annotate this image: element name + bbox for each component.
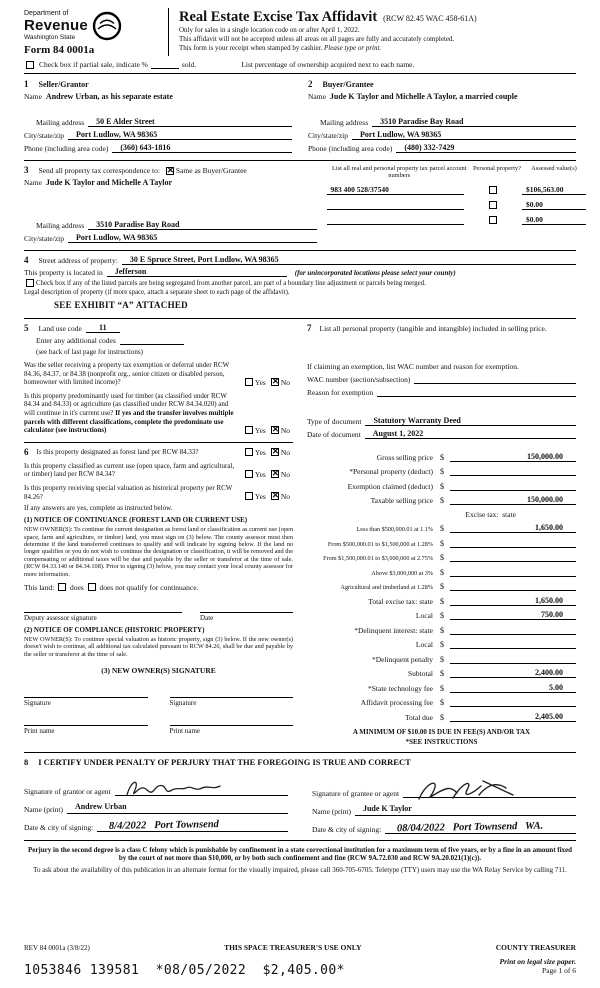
- additional-codes-field[interactable]: [120, 337, 184, 345]
- page-title: Real Estate Excise Tax Affidavit: [179, 9, 378, 25]
- current-use-no-checkbox[interactable]: [271, 470, 279, 478]
- section-2-number: 2: [308, 79, 313, 89]
- section-4-number: 4: [24, 255, 29, 265]
- new-owner-signature-field-1[interactable]: [24, 689, 148, 698]
- section-3-number: 3: [24, 165, 29, 175]
- parcel-personal-checkbox[interactable]: [489, 186, 497, 194]
- subtotal-field[interactable]: 2,400.00: [450, 668, 576, 678]
- parcel-table: [327, 165, 586, 243]
- personal-property-label: List all personal property (tangible and intangible) included in selling price.: [319, 324, 547, 333]
- section-7-tax: [307, 323, 576, 746]
- q2-yesno: Yes ✕ No: [243, 426, 293, 435]
- doc-date-label: Date of document: [307, 430, 361, 439]
- buyer-mailing-value[interactable]: 3510 Paradise Bay Road: [372, 117, 576, 127]
- money-row-subtotal: Subtotal $ 2,400.00: [307, 668, 576, 678]
- partial-sale-row: [24, 56, 576, 74]
- grantee-signature-label: Signature of grantee or agent: [312, 788, 400, 798]
- money-row-total-due: Total due $ 2,405.00: [307, 712, 576, 722]
- money-row-exemption-deduct: Exemption claimed (deduct) $: [307, 481, 576, 491]
- q2-yes-checkbox[interactable]: [245, 426, 253, 434]
- forest-land-question: Is this property designated as forest land per RCW 84.33?: [36, 448, 199, 457]
- seller-name-label: Name: [24, 92, 42, 101]
- grantee-signature-field[interactable]: [403, 777, 576, 798]
- parcel-number-field[interactable]: [327, 200, 464, 210]
- parcel-col-header-personal: Personal property?: [472, 165, 522, 172]
- partial-sale-checkbox[interactable]: [26, 61, 34, 69]
- dor-logo-icon: [92, 11, 122, 41]
- correspondence-label: Send all property tax correspondence to:: [38, 166, 160, 175]
- grantor-print-name-value[interactable]: Andrew Urban: [67, 802, 288, 814]
- partial-sale-label: Check box if partial sale, indicate %: [39, 60, 148, 69]
- parcel-assessed-value[interactable]: $106,563.00: [522, 185, 586, 195]
- money-row-gross: Gross selling price $ 150,000.00: [307, 452, 576, 462]
- rcw-reference: (RCW 82.45 WAC 458-61A): [383, 14, 477, 23]
- parcel-number-field[interactable]: 983 400 528/37540: [327, 185, 464, 195]
- reason-exemption-label: Reason for exemption: [307, 388, 374, 397]
- doc-date-value[interactable]: August 1, 2022: [365, 429, 576, 439]
- money-row-agricultural: Agricultural and timberland at 1.28% $: [307, 581, 576, 591]
- seller-mailing-label: Mailing address: [36, 118, 85, 127]
- agricultural-field[interactable]: [450, 581, 576, 591]
- parcel-personal-checkbox[interactable]: [489, 216, 497, 224]
- parcel-col-header-assessed: Assessed value(s): [531, 165, 577, 172]
- exemption-claim-label: If claiming an exemption, list WAC number and reason for exemption.: [307, 362, 519, 371]
- money-row-taxable: Taxable selling price $ 150,000.00: [307, 495, 576, 505]
- correspondence-name-value[interactable]: Jude K Taylor and Michelle A Taylor: [45, 178, 173, 187]
- money-row-rate-2: From $500,000.01 to $1,500,000 at 1.28% $: [307, 538, 576, 548]
- section-8-certification: [24, 753, 576, 841]
- parcel-row: [327, 185, 586, 195]
- grantor-signature-label: Signature of grantor or agent: [24, 786, 111, 796]
- historical-no-checkbox[interactable]: [271, 492, 279, 500]
- land-use-code-value[interactable]: 11: [86, 323, 120, 333]
- money-row-total-state: Total excise tax: state $ 1,650.00: [307, 596, 576, 606]
- notice-compliance-body: NEW OWNER(S): To continue special valuation as historic property, sign (3) below. If the new owner(s) doesn't wish to continue, all additional tax calculated pursuant to RCW 84.26, shall be due and payable by the seller or transferor at the time of sale.: [24, 635, 293, 658]
- partial-sale-percent-field[interactable]: [151, 61, 179, 69]
- seller-name-value[interactable]: Andrew Urban, as his separate estate: [45, 92, 173, 101]
- rev-number: REV 84 0001a (3/8/22): [24, 944, 90, 952]
- grantee-print-name-value[interactable]: Jude K Taylor: [355, 804, 576, 816]
- section-3-correspondence: [24, 165, 317, 243]
- q1-yes-checkbox[interactable]: [245, 378, 253, 386]
- perjury-body: is a class C felony which is punishable by confinement in a state correctional institution for a maximum term of five years, or by a fine in an amount fixed by the court of not more than $10,000, or by both such confinement and fine (RCW 9A.72.030 and RCW 9A.20.021(1)(c)).: [113, 845, 573, 863]
- rate-4-field[interactable]: [450, 567, 576, 577]
- deputy-date-field[interactable]: [200, 604, 293, 613]
- county-treasurer-label: COUNTY TREASURER: [495, 943, 576, 952]
- header-note-1: Only for sales in a single location code on or after April 1, 2022.: [179, 26, 360, 34]
- timber-agriculture-question: Is this property predominantly used for timber (as classified under RCW 84.34 and 84.33) or agriculture (as classified under RCW 84.34.020) and will continue in it's current use? If yes and the transfer involves multiple parcels with different classifications, complete the predominate use calculator (see instructions): [24, 391, 234, 435]
- seller-mailing-value[interactable]: 50 E Alder Street: [88, 117, 292, 127]
- section-4-property: [24, 251, 576, 319]
- deputy-assessor-signature-field[interactable]: [24, 604, 182, 613]
- grantor-date-city-label: Date & city of signing:: [24, 822, 94, 832]
- section-2-buyer: [308, 79, 576, 153]
- this-land-row: This land: does does not qualify for continuance.: [24, 582, 199, 592]
- parcel-assessed-value[interactable]: $0.00: [522, 200, 586, 210]
- buyer-name-value[interactable]: Jude K Taylor and Michelle A Taylor, a married couple: [329, 92, 518, 101]
- dept-state-label: Washington State: [24, 34, 76, 41]
- correspondence-city-value[interactable]: Port Ludlow, WA 98365: [68, 233, 317, 243]
- section-1-seller: [24, 79, 292, 153]
- delinquent-interest-state-field[interactable]: [450, 625, 576, 635]
- buyer-city-value[interactable]: Port Ludlow, WA 98365: [352, 130, 576, 140]
- legal-paper-note: Print on legal size paper.: [499, 957, 576, 966]
- seller-city-value[interactable]: Port Ludlow, WA 98365: [68, 130, 292, 140]
- perjury-notice: [24, 841, 576, 875]
- land-does-checkbox[interactable]: [58, 583, 66, 591]
- dept-of-label: Department of: [24, 10, 69, 17]
- parcel-personal-checkbox[interactable]: [489, 201, 497, 209]
- signature-label: Signature: [169, 699, 197, 708]
- same-as-buyer-label: Same as Buyer/Grantee: [175, 166, 247, 175]
- forest-no-checkbox[interactable]: [271, 448, 279, 456]
- new-owner-print-name-field-2[interactable]: [170, 717, 294, 726]
- reason-exemption-field[interactable]: [377, 387, 576, 397]
- grantee-date-city-label: Date & city of signing:: [312, 824, 382, 834]
- parcel-row: [327, 215, 586, 225]
- money-row-local: Local $ 750.00: [307, 610, 576, 620]
- seller-city-label: City/state/zip: [24, 131, 64, 140]
- parcel-number-field[interactable]: [327, 215, 464, 225]
- notice-continuance-title: (1) NOTICE OF CONTINUANCE (FOREST LAND OR CURRENT USE): [24, 516, 248, 525]
- personal-property-deduct-field[interactable]: [450, 466, 576, 476]
- q2-no-checkbox[interactable]: [271, 426, 279, 434]
- header: [24, 8, 576, 56]
- rate-3-field[interactable]: [450, 552, 576, 562]
- see-instructions-note: *SEE INSTRUCTIONS: [405, 737, 478, 746]
- buyer-city-label: City/state/zip: [308, 131, 348, 140]
- header-divider: [168, 8, 169, 56]
- historical-yesno: Yes ✕ No: [243, 492, 293, 501]
- partial-sale-sold-label: sold.: [181, 60, 197, 69]
- current-use-yes-checkbox[interactable]: [245, 470, 253, 478]
- notice-continuance-body: NEW OWNER(S): To continue the current designation as forest land or classification as current use (open space, farm and agriculture, or timber) land, you must sign on (3) below. The county assessor must then determine if the land transferred continues to qualify and will indicate by signing below. If the land no longer qualifies or you do not wish to continue the designation or classification, it will be removed and the compensating or additional taxes will be due and payable by the seller or transferor at the time of sale. (RCW 84.33.140 or 84.34.108). Prior to signing (3) below, you may contact your local county assessor for more information.: [24, 526, 293, 578]
- parcel-row: [327, 200, 586, 210]
- street-address-label: Street address of property:: [38, 256, 118, 265]
- certification-title: I CERTIFY UNDER PENALTY OF PERJURY THAT THE FOREGOING IS TRUE AND CORRECT: [38, 756, 411, 767]
- land-use-label: Land use code: [38, 324, 82, 333]
- correspondence-mailing-value[interactable]: 3510 Paradise Bay Road: [88, 220, 316, 230]
- money-row-rate-3: From $1,500,000.01 to $3,000,000 at 2.75% $: [307, 552, 576, 562]
- grantor-signature-block: [24, 771, 288, 834]
- exemption-deferral-question: Was the seller receiving a property tax exemption or deferral under RCW 84.36, 84.37, or 84.38 (nonprofit org., senior citizen or disabled person, homeowner with limited income)?: [24, 361, 230, 387]
- historical-yes-checkbox[interactable]: [245, 492, 253, 500]
- legal-description-label: Legal description of property (if more space, attach a separate sheet to each page of the affidavit).: [24, 289, 290, 296]
- treasurer-space-label: THIS SPACE TREASURER'S USE ONLY: [224, 943, 362, 952]
- section-5-number: 5: [24, 323, 29, 333]
- money-row-rate-1: Less than $500,000.01 at 1.1% $ 1,650.00: [307, 523, 576, 533]
- money-row-delinquent-penalty: *Delinquent penalty $: [307, 654, 576, 664]
- grantor-signature-field[interactable]: [115, 777, 288, 796]
- header-note-3: This form is your receipt when stamped by cashier. Please type or print.: [179, 44, 382, 52]
- money-row-personal-deduct: *Personal property (deduct) $: [307, 466, 576, 476]
- doc-type-label: Type of document: [307, 417, 362, 426]
- header-note-2: This affidavit will not be accepted unless all areas on all pages are fully and accurately completed.: [179, 35, 455, 43]
- same-as-buyer-checkbox[interactable]: [166, 167, 174, 175]
- dor-logo-block: [24, 8, 162, 56]
- buyer-mailing-label: Mailing address: [320, 118, 369, 127]
- located-in-label: This property is located in: [24, 268, 103, 277]
- historical-question: Is this property receiving special valuation as historical property per RCW 84.26?: [24, 483, 233, 501]
- forest-yes-checkbox[interactable]: [245, 448, 253, 456]
- minimum-due-note: A MINIMUM OF $10.00 IS DUE IN FEE(S) AND/OR TAX: [352, 727, 531, 736]
- taxable-selling-price-field[interactable]: 150,000.00: [450, 495, 576, 505]
- current-use-yesno: Yes ✕ No: [243, 470, 293, 479]
- grantee-signature-block: [312, 771, 576, 834]
- section-6-designation: [24, 442, 293, 735]
- treasurer-stamp: 1053846 139581 *08/05/2022 $2,405.00*: [24, 963, 345, 978]
- money-row-processing-fee: Affidavit processing fee $: [307, 697, 576, 707]
- print-name-label: Print name: [169, 727, 201, 736]
- deputy-assessor-label: Deputy assessor signature: [24, 613, 97, 622]
- grantor-signature-image: [123, 777, 233, 801]
- county-note: (for unincorporated locations please select your county): [294, 269, 456, 277]
- section-5-land-use: [24, 323, 293, 435]
- forest-yesno: Yes ✕ No: [243, 448, 293, 457]
- correspondence-city-label: City/state/zip: [24, 234, 64, 243]
- segregated-checkbox[interactable]: [26, 279, 34, 287]
- answers-yes-note: If any answers are yes, complete as instructed below.: [24, 504, 173, 513]
- form-number: Form 84 0001a: [24, 44, 95, 56]
- local-tax-field[interactable]: 750.00: [450, 610, 576, 620]
- perjury-lead: Perjury in the second degree: [27, 845, 114, 854]
- accessibility-note: To ask about the availability of this publication in an alternate format for the visually impaired, please call 360-705-6705. Teletype (TTY) users may use the WA Relay Service by calling 711.: [33, 865, 567, 874]
- ownership-note: List percentage of ownership acquired next to each name.: [241, 60, 415, 69]
- county-value[interactable]: Jefferson: [107, 267, 287, 277]
- grantor-print-name-label: Name (print): [24, 804, 63, 814]
- print-name-label: Print name: [24, 727, 55, 736]
- total-due-field[interactable]: 2,405.00: [450, 712, 576, 722]
- money-row-delinquent-interest-state: *Delinquent interest: state $: [307, 625, 576, 635]
- grantee-signature-image: [411, 777, 521, 803]
- correspondence-mailing-label: Mailing address: [36, 221, 85, 230]
- rate-1-field[interactable]: 1,650.00: [450, 523, 576, 533]
- excise-tax-state-header: Excise tax: state: [465, 509, 516, 519]
- grantor-date-city-field[interactable]: 8/4/2022 Port Townsend: [97, 820, 288, 832]
- exemption-claimed-field[interactable]: [450, 481, 576, 491]
- seller-phone-label: Phone (including area code): [24, 144, 109, 153]
- parcel-assessed-value[interactable]: $0.00: [522, 215, 586, 225]
- additional-codes-note: (see back of last page for instructions): [36, 348, 143, 356]
- buyer-phone-label: Phone (including area code): [308, 144, 393, 153]
- new-owner-print-name-field-1[interactable]: [24, 717, 148, 726]
- section-6-number: 6: [24, 446, 29, 457]
- money-row-rate-4: Above $3,000,000 at 3% $: [307, 567, 576, 577]
- land-does-not-checkbox[interactable]: [88, 583, 96, 591]
- new-owner-signature-title: (3) NEW OWNER(S) SIGNATURE: [101, 666, 216, 676]
- parcel-col-header-numbers: List all real and personal property tax parcel account numbers: [332, 165, 467, 180]
- seller-phone-value[interactable]: (360) 643-1816: [112, 143, 292, 153]
- buyer-phone-value[interactable]: (480) 332-7429: [396, 143, 576, 153]
- current-use-question: Is this property classified as current use (open space, farm and agricultural, or timber) land per RCW 84.34?: [24, 461, 235, 479]
- section-2-title: Buyer/Grantee: [322, 80, 374, 89]
- dept-name: Revenue: [24, 17, 88, 34]
- section-8-number: 8: [24, 756, 29, 767]
- signature-label: Signature: [24, 699, 51, 708]
- delinquent-penalty-field[interactable]: [450, 654, 576, 664]
- street-address-value[interactable]: 30 E Spruce Street, Port Ludlow, WA 98365: [122, 255, 576, 265]
- delinquent-interest-local-field[interactable]: [450, 639, 576, 649]
- wac-number-label: WAC number (section/subsection): [307, 375, 411, 384]
- footer: [24, 943, 576, 978]
- q1-no-checkbox[interactable]: [271, 378, 279, 386]
- money-row-technology-fee: *State technology fee $ 5.00: [307, 683, 576, 693]
- notice-compliance-title: (2) NOTICE OF COMPLIANCE (HISTORIC PROPERTY): [24, 625, 205, 634]
- additional-codes-label: Enter any additional codes: [36, 336, 116, 345]
- section-1-title: Seller/Grantor: [38, 80, 89, 89]
- wac-number-field[interactable]: [414, 374, 576, 384]
- money-row-delinquent-interest-local: Local $: [307, 639, 576, 649]
- grantee-print-name-label: Name (print): [312, 806, 351, 816]
- legal-description-value[interactable]: SEE EXHIBIT “A” ATTACHED: [54, 300, 188, 310]
- new-owner-signature-field-2[interactable]: [170, 689, 294, 698]
- segregated-label: Check box if any of the listed parcels are being segregated from another parcel, are part of a boundary line adjustment or parcels being merged.: [36, 280, 426, 287]
- correspondence-name-label: Name: [24, 178, 42, 187]
- gross-selling-price-field[interactable]: 150,000.00: [450, 452, 576, 462]
- page-number: Page 1 of 6: [542, 966, 576, 975]
- section-1-number: 1: [24, 79, 29, 89]
- section-7-number: 7: [307, 323, 312, 333]
- buyer-name-label: Name: [308, 92, 326, 101]
- rate-2-field[interactable]: [450, 538, 576, 548]
- q1-yesno: Yes ✕ No: [243, 378, 293, 387]
- processing-fee-field[interactable]: [450, 697, 576, 707]
- grantee-date-city-field[interactable]: 08/04/2022 Port Townsend WA.: [385, 822, 576, 834]
- deputy-date-label: Date: [200, 613, 214, 622]
- technology-fee-field[interactable]: 5.00: [450, 683, 576, 693]
- total-excise-state-field[interactable]: 1,650.00: [450, 596, 576, 606]
- doc-type-value[interactable]: Statutory Warranty Deed: [365, 416, 576, 426]
